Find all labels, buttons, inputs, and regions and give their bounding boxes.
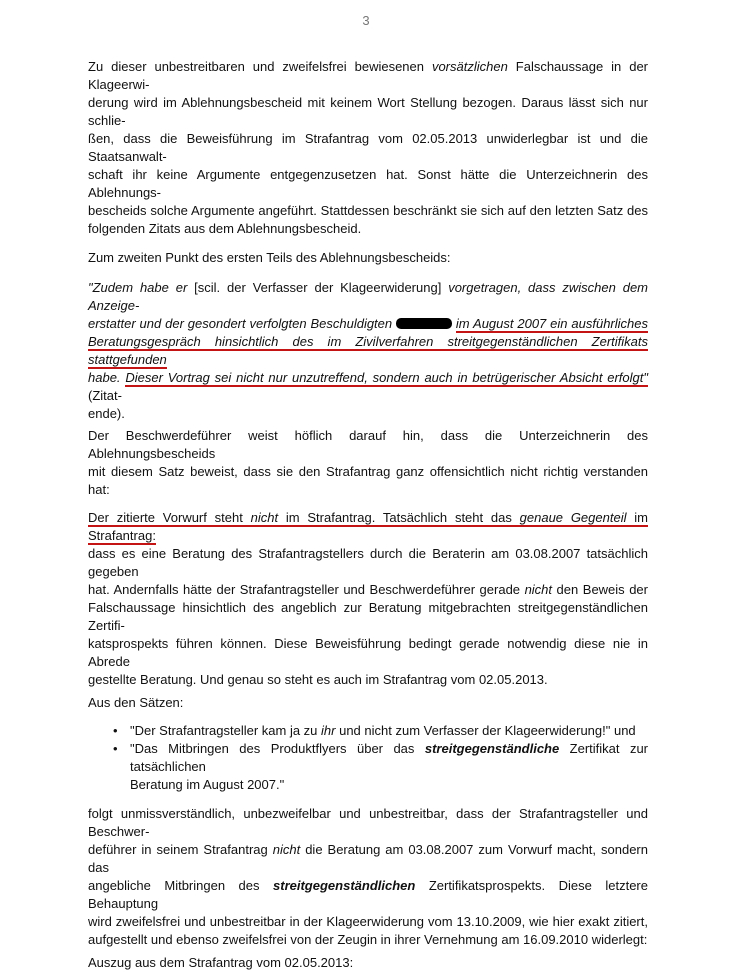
text-line — [88, 599, 648, 635]
text-run: "Das Mitbringen des Produktflyers über das — [130, 741, 425, 756]
emphasis-run: habe. — [88, 370, 126, 385]
emphasis-run: "Zudem habe er — [88, 280, 195, 295]
conclusion-paragraph — [88, 805, 648, 949]
red-underlined-run: nicht — [250, 510, 279, 525]
text-line — [88, 463, 648, 499]
text-run: gestellte Beratung. Und genau so steht es auch im Strafantrag vom 02.05.2013. — [88, 672, 548, 687]
text-run: mit diesem Satz beweist, dass sie den Strafantrag ganz offensichtlich nicht richtig verstanden hat: — [88, 464, 648, 497]
text-line — [88, 913, 648, 931]
red-underlined-run: Dieser Vortrag sei nicht nur unzutreffend, sondern auch in betrügerischer Absicht erfolgt" — [125, 370, 648, 385]
list-item-text — [130, 722, 648, 740]
emphasis-run: nicht — [272, 842, 301, 857]
text-line — [88, 130, 648, 166]
text-run: Zertifikatsprospekts. Diese letztere Behauptung — [88, 878, 648, 911]
text-line — [88, 202, 648, 220]
sentences-lead — [88, 694, 648, 712]
text-line — [88, 166, 648, 202]
text-line — [88, 805, 648, 841]
text-line — [88, 581, 648, 599]
document-body — [88, 58, 648, 972]
text-line — [88, 94, 648, 130]
rebuttal-paragraph — [88, 509, 648, 689]
text-line — [88, 931, 648, 949]
text-run: Aus den Sätzen: — [88, 695, 184, 710]
text-run: angebliche Mitbringen des — [88, 878, 274, 893]
text-run: aufgestellt und ebenso zweifelsfrei von der Zeugin in ihrer Vernehmung am 16.09.2010 widerlegt: — [88, 932, 648, 947]
bullet-icon: • — [113, 741, 118, 756]
emphasis-run: vorgetragen, dass zwischen dem Anzeige- — [88, 280, 649, 313]
text-line — [88, 58, 648, 94]
red-underlined-run: Beratungsgespräch hinsichtlich des im Zivilverfahren streitgegenständlichen Zertifikats stattgefunden — [88, 334, 648, 367]
redaction-box — [396, 318, 452, 329]
text-run: [scil. der Verfasser der Klageerwiderung] — [194, 280, 449, 295]
list-item — [88, 722, 648, 740]
text-line — [88, 694, 648, 712]
text-line — [88, 427, 648, 463]
text-run: "Der Strafantragsteller kam ja zu — [130, 723, 322, 738]
text-run: den Beweis der — [552, 582, 648, 597]
bullet-icon: • — [113, 723, 118, 738]
text-line — [88, 671, 648, 689]
red-underlined-run: genaue Gegenteil — [519, 510, 627, 525]
red-underlined-run: Der zitierte Vorwurf steht — [88, 510, 251, 525]
quote-paragraph — [88, 279, 648, 423]
emphasis-run: streitgegenständliche — [424, 741, 560, 756]
text-line — [88, 877, 648, 913]
text-run: folgenden Zitats aus dem Ablehnungsbescheid. — [88, 221, 362, 236]
remark-paragraph — [88, 427, 648, 499]
text-run: wird zweifelsfrei und unbestreitbar in der Klageerwiderung vom 13.10.2009, wie hier exakt zitiert, — [88, 914, 648, 929]
text-run: katsprospekts führen können. Diese Beweisführung bedingt gerade notwendig diese nie in Abrede — [88, 636, 648, 669]
red-underlined-run: im Strafantrag. Tatsächlich steht das — [278, 510, 520, 525]
red-underlined-run: im August 2007 ein ausführliches — [455, 316, 648, 331]
page-number: 3 — [362, 13, 370, 28]
text-run: Falschaussage in der Klageerwi- — [88, 59, 648, 92]
text-run: ende). — [88, 406, 125, 421]
text-run: deführer in seinem Strafantrag — [88, 842, 273, 857]
text-run: derung wird im Ablehnungsbescheid mit keinem Wort Stellung bezogen. Daraus lässt sich nur schlie- — [88, 95, 648, 128]
text-line — [88, 841, 648, 877]
list-item-text — [130, 740, 648, 794]
emphasis-run: erstatter und der gesondert verfolgten Beschuldigten — [88, 316, 397, 331]
text-line — [88, 954, 648, 972]
emphasis-run: streitgegenständlichen — [273, 878, 416, 893]
text-run: Beratung im August 2007." — [130, 777, 285, 792]
emphasis-run: nicht — [524, 582, 553, 597]
text-run: Der Beschwerdeführer weist höflich darauf hin, dass die Unterzeichnerin des Ablehnungsbescheids — [88, 428, 648, 461]
text-line — [88, 333, 648, 369]
text-line — [88, 405, 648, 423]
text-run: folgt unmissverständlich, unbezweifelbar und unbestreitbar, dass der Strafantragsteller und Beschwer- — [88, 806, 648, 839]
text-run: Zu dieser unbestreitbaren und zweifelsfrei bewiesenen — [88, 59, 432, 74]
list-item — [88, 740, 648, 794]
text-line — [88, 315, 648, 333]
text-run: und nicht zum Verfasser der Klageerwiderung!" und — [335, 723, 636, 738]
text-run: die Beratung am 03.08.2007 zum Vorwurf macht, sondern das — [88, 842, 648, 875]
text-line — [130, 722, 648, 740]
text-run: ßen, dass die Beweisführung im Strafantrag vom 02.05.2013 unwiderlegbar ist und die Staatsanwalt- — [88, 131, 648, 164]
emphasis-run: vorsätzlichen — [431, 59, 508, 74]
text-run: hat. Andernfalls hätte der Strafantragsteller und Beschwerdeführer gerade — [88, 582, 525, 597]
text-run: Zum zweiten Punkt des ersten Teils des Ablehnungsbescheids: — [88, 250, 451, 265]
sentence-list — [88, 722, 648, 794]
text-line — [88, 249, 648, 267]
text-run: Falschaussage hinsichtlich des angeblich zur Beratung mitgebrachten streitgegenständlichen Zertifi- — [88, 600, 648, 633]
text-run: dass es eine Beratung des Strafantragstellers durch die Beraterin am 03.08.2007 tatsächlich gegeben — [88, 546, 648, 579]
text-line — [88, 635, 648, 671]
text-run: (Zitat- — [88, 388, 122, 403]
text-line — [88, 369, 648, 405]
text-run: schaft ihr keine Argumente entgegenzusetzen hat. Sonst hätte die Unterzeichnerin des Ablehnungs- — [88, 167, 648, 200]
text-line — [130, 740, 648, 776]
text-line — [130, 776, 648, 794]
text-run: Zertifikat zur tatsächlichen — [130, 741, 649, 774]
section-lead — [88, 249, 648, 267]
text-line — [88, 545, 648, 581]
text-line — [88, 220, 648, 238]
text-line — [88, 279, 648, 315]
intro-paragraph — [88, 58, 648, 238]
text-run: bescheids solche Argumente angeführt. Stattdessen beschränkt sie sich auf den letzten Satz des — [88, 203, 648, 218]
emphasis-run: ihr — [321, 723, 336, 738]
text-line — [88, 509, 648, 545]
text-run: Auszug aus dem Strafantrag vom 02.05.2013: — [88, 955, 354, 970]
red-underlined-run: im Strafantrag: — [88, 510, 648, 543]
excerpt-lead — [88, 954, 648, 972]
